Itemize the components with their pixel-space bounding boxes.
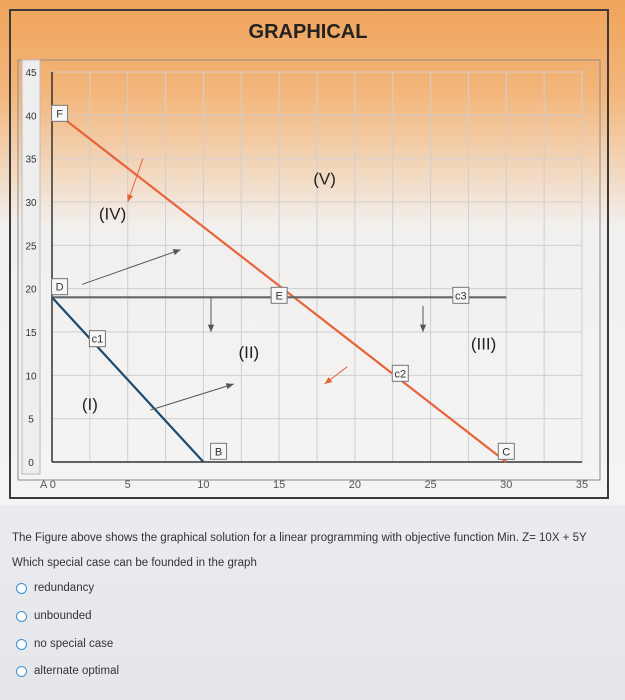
x-tick-label: 5 [124, 479, 131, 491]
option-alternate-optimal[interactable] [16, 665, 119, 677]
x-tick-label: A 0 [40, 479, 56, 491]
plot-frame [18, 60, 600, 480]
direction-arrow-head [208, 325, 214, 332]
question-subtext: Which special case can be founded in the graph [12, 557, 257, 569]
y-tick-label: 0 [28, 458, 34, 469]
point-label: D [55, 281, 64, 294]
option-label: redundancy [34, 582, 95, 594]
radio-button[interactable] [16, 583, 27, 594]
y-tick-label: 25 [25, 241, 37, 253]
y-tick-label: 20 [25, 284, 37, 296]
y-tick-label: 35 [25, 154, 37, 166]
region-label: (I) [81, 395, 98, 414]
point-label: c2 [394, 368, 407, 381]
point-label: c1 [91, 333, 104, 346]
point-label: F [56, 108, 63, 121]
direction-arrow-head [226, 383, 234, 389]
y-tick-label: 10 [25, 371, 37, 383]
x-tick-label: 20 [348, 479, 361, 491]
direction-arrow-head [173, 249, 181, 255]
point-label: E [275, 290, 283, 303]
option-label: alternate optimal [34, 665, 120, 677]
y-tick-label: 45 [25, 68, 37, 79]
y-tick-label: 30 [25, 198, 37, 209]
point-label: B [214, 446, 223, 459]
x-tick-label: 15 [273, 479, 286, 491]
point-label: C [502, 446, 511, 459]
figure-frame [10, 10, 608, 498]
radio-button[interactable] [16, 639, 27, 650]
direction-arrow-head [325, 377, 333, 384]
direction-arrow-head [127, 194, 133, 202]
chart-title: GRAPHICAL [248, 21, 368, 43]
option-label: unbounded [34, 610, 92, 622]
region-label: (II) [238, 343, 260, 362]
radio-button[interactable] [16, 666, 27, 677]
y-tick-label: 5 [28, 414, 34, 426]
radio-button[interactable] [16, 611, 27, 622]
option-unbounded[interactable] [16, 610, 92, 622]
region-label: (III) [470, 334, 497, 354]
option-no-special-case[interactable] [16, 638, 113, 650]
region-label: (IV) [98, 204, 127, 224]
x-tick-label: 30 [500, 479, 513, 491]
y-tick-label: 15 [25, 328, 37, 339]
option-redundancy[interactable] [16, 582, 94, 594]
question-text: The Figure above shows the graphical solution for a linear programming with objective function Min. Z= 10X + 5Y [12, 532, 587, 544]
y-tick-label: 40 [25, 111, 37, 123]
region-label: (V) [313, 169, 336, 189]
point-label: c3 [455, 290, 467, 303]
direction-arrow-head [420, 325, 426, 332]
direction-arrow-line [150, 384, 233, 410]
x-tick-label: 35 [575, 479, 589, 491]
x-tick-label: 25 [424, 479, 437, 491]
x-tick-label: 10 [197, 479, 210, 491]
option-label: no special case [34, 638, 114, 650]
